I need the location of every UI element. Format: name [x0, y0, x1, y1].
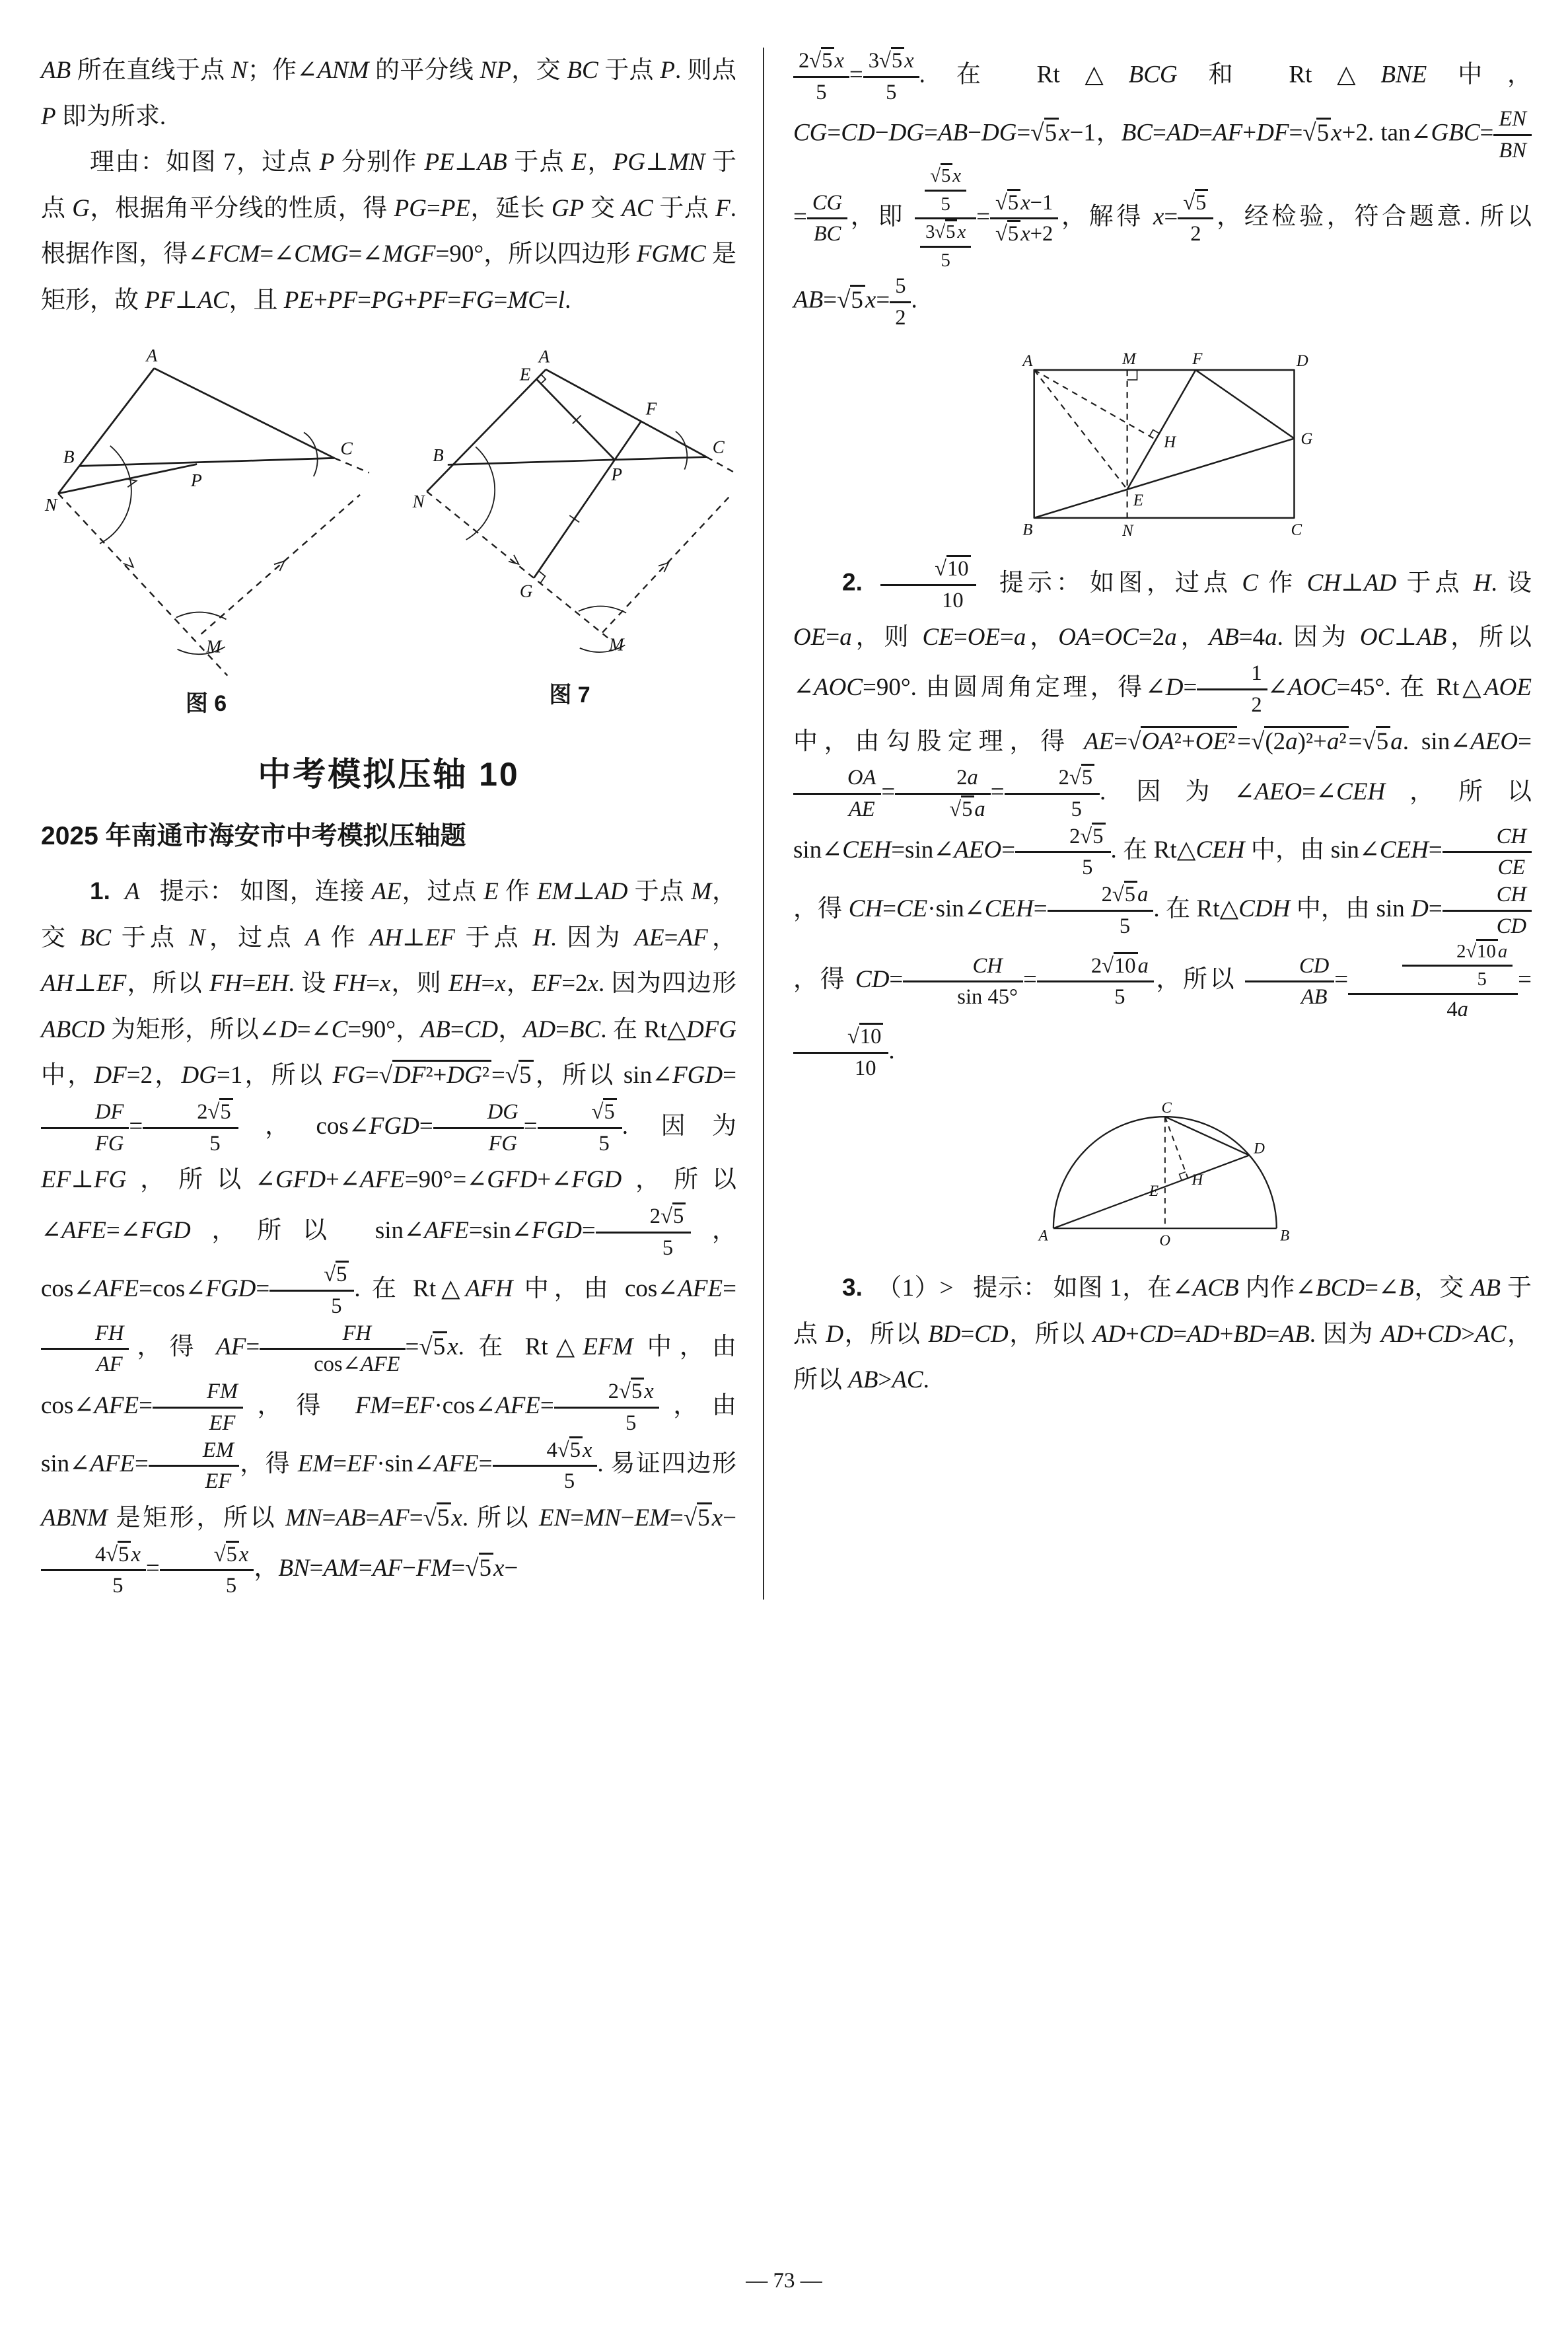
fig7-triangle-lines	[427, 370, 706, 578]
figure-semicircle	[793, 1101, 1532, 1249]
rect-label-E: E	[1133, 492, 1143, 510]
figure-rectangle-drawing	[1009, 351, 1316, 540]
fig6-label-B: B	[63, 447, 75, 468]
fig7-compass-arcs	[466, 431, 688, 652]
figures-6-and-7	[41, 347, 736, 718]
problem-2-text: 如图，过点 C 作 CH⊥AD 于点 H. 设 OE=a，则 CE=OE=a，OA=OC=2a，AB=4a. 因为 OC⊥AB，所以∠AOC=90°. 由圆周角定理，得∠D= $\frac{1}{2}$ ∠AOC=45°. 在 Rt△AOE 中，由勾股定理，得 AE=√OA²+OE²=√(2a)²+a²=√5a. sin∠AEO= $\frac{OA}{AE}$ = $\frac{2a}{√5a}$ = $\frac{2√5}{5}$ . 因为∠AEO=∠CEH，所以 sin∠CEH=sin∠AEO= $\frac{2√5}{5}$ . 在 Rt△CEH 中，由 sin∠CEH= $\frac{CH}{CE}$ ，得 CH=CE·sin∠CEH= $\frac{2√5a}{5}$ . 在 Rt△CDH 中，由 sin D= $\frac{CH}{CD}$ ，得 CD= $\frac{CH}{\sin 45^\circ}$ = $\frac{2√10a}{5}$ ，所以 $\frac{CD}{AB}$ = $\frac{\frac{2√10 a}{5}}{4a}$ = $\frac{√10}{10}$ .	[793, 570, 1532, 1080]
fig7-tick-marks	[509, 416, 671, 572]
figure-6	[41, 347, 371, 718]
figure-6-drawing	[41, 347, 371, 680]
fig7-label-B: B	[433, 445, 444, 466]
rect-label-D: D	[1296, 352, 1308, 371]
problem-2-number: 2.	[842, 569, 863, 597]
figure-7	[403, 347, 736, 718]
fig7-label-N: N	[412, 492, 425, 512]
fig7-label-P: P	[611, 464, 623, 485]
rect-label-A: A	[1022, 352, 1032, 371]
fig7-label-F: F	[645, 398, 657, 419]
fig7-label-M: M	[608, 634, 624, 655]
fig7-construction-dashes	[427, 457, 733, 640]
problem-3	[793, 1265, 1532, 1403]
problem-1-text: 如图，连接 AE，过点 E 作 EM⊥AD 于点 M，交 BC 于点 N，过点 A 作 AH⊥EF 于点 H. 因为 AE=AF，AH⊥EF，所以 FH=EH. 设 FH=x，则 EH=x，EF=2x. 因为四边形 ABCD 为矩形，所以∠D=∠C=90°，AB=CD，AD=BC. 在 Rt△DFG 中，DF=2，DG=1，所以 FG=√DF²+DG²=√5，所以 sin∠FGD= $\frac{DF}{FG}$ = $\frac{2√5}{5}$ ，cos∠FGD= $\frac{DG}{FG}$ = $\frac{√5}{5}$ . 因为 EF⊥FG，所以∠GFD+∠AFE=90°=∠GFD+∠FGD，所以∠AFE=∠FGD，所以 sin∠AFE=sin∠FGD= $\frac{2√5}{5}$ ，cos∠AFE=cos∠FGD= $\frac{√5}{5}$ . 在 Rt△AFH 中，由 cos∠AFE= $\frac{FH}{AF}$ ，得 AF= $\frac{FH}{\text{cos∠AFE}}$ =√5x. 在 Rt△EFM 中，由 cos∠AFE= $\frac{FM}{EF}$ ，得 FM=EF·cos∠AFE= $\frac{2√5x}{5}$ ，由 sin∠AFE= $\frac{EM}{EF}$ ，得 EM=EF·sin∠AFE= $\frac{4√5x}{5}$ . 易证四边形 ABNM 是矩形，所以 MN=AB=AF=√5x. 所以 EN=MN−EM=√5x− $\frac{4√5x}{5}$ = $\frac{√5x}{5}$ ，BN=AM=AF−FM=√5x−	[41, 878, 737, 1598]
problem-1-continued: $\frac{2√5x}{5}$ = $\frac{3√5x}{5}$ . 在 Rt△BCG 和 Rt△BNE 中，CG=CD−DG=AB−DG=√5x−1，BC=AD=AF+DF=√5x+2. tan∠GBC= $\frac{EN}{BN}$ = $\frac{CG}{BC}$ ，即 $\frac{\frac{√5 x}{5}}{\frac{3√5 x}{5}}$ = $\frac{√5x-1}{√5x+2}$ ，解得 x= $\frac{√5}{2}$ ，经检验，符合题意. 所以 AB=√5x= $\frac{5}{2}$ .	[793, 48, 1532, 331]
rect-label-M: M	[1122, 351, 1136, 369]
problem-2-answer: $\frac{√10}{10}$	[880, 570, 976, 597]
problem-3-text: 如图 1，在∠ACB 内作∠BCD=∠B，交 AB 于点 D，所以 BD=CD，所以 AD+CD=AD+BD=AB. 因为 AD+CD>AC，所以 AB>AC.	[793, 1274, 1532, 1394]
fig6-label-M: M	[206, 636, 222, 657]
rect-label-C: C	[1290, 521, 1302, 540]
rect-label-N: N	[1122, 522, 1133, 540]
rect-label-H: H	[1163, 433, 1176, 452]
left-column	[41, 48, 763, 1600]
rect-label-G: G	[1300, 430, 1312, 449]
figure-semicircle-drawing	[1020, 1101, 1304, 1249]
semi-label-E: E	[1149, 1182, 1159, 1200]
fig7-label-G: G	[519, 581, 533, 601]
two-column-layout	[41, 48, 1532, 1600]
semi-label-C: C	[1161, 1101, 1172, 1117]
right-column	[763, 48, 1532, 1600]
problem-3-number: 3.	[842, 1274, 863, 1302]
figure-6-caption: 图 6	[185, 691, 227, 717]
fig6-compass-arcs	[100, 433, 318, 655]
section-title: 中考模拟压轴 10	[258, 756, 520, 793]
rect-label-F: F	[1192, 351, 1202, 369]
fig6-label-P: P	[190, 470, 202, 492]
problem-2	[793, 556, 1532, 1082]
figure-rectangle	[793, 351, 1532, 540]
figure-7-caption: 图 7	[549, 683, 590, 708]
fig7-right-angle-marks	[539, 375, 546, 583]
problem-3-hint-label: 提示：	[973, 1274, 1048, 1302]
problem-1	[41, 868, 736, 1600]
semi-label-A: A	[1038, 1226, 1048, 1244]
rect-label-B: B	[1022, 521, 1032, 540]
problem-1-answer: A	[124, 878, 140, 906]
continuation-paragraph: AB 所在直线于点 N；作∠ANM 的平分线 NP，交 BC 于点 P. 则点 P 即为所求.	[41, 57, 737, 130]
reason-paragraph: 理由：如图 7，过点 P 分别作 PE⊥AB 于点 E，PG⊥MN 于点 G，根据角平分线的性质，得 PG=PE，延长 GP 交 AC 于点 F. 根据作图，得∠FCM=∠CMG=∠MGF=90°，所以四边形 FGMC 是矩形，故 PF⊥AC，且 PE+PF=PG+PF=FG=MC=l.	[41, 149, 737, 314]
problem-1-number: 1.	[90, 877, 110, 905]
semi-label-O: O	[1159, 1232, 1171, 1249]
fig6-label-C: C	[340, 439, 353, 460]
problem-2-hint-label: 提示：	[999, 570, 1085, 597]
fig7-label-A: A	[538, 347, 550, 367]
problem-1-hint-label: 提示：	[159, 878, 235, 906]
page-number: — 73 —	[746, 2269, 822, 2293]
fig7-label-C: C	[712, 437, 725, 457]
semi-label-B: B	[1280, 1226, 1290, 1244]
problem-3-answer: （1）>	[876, 1274, 954, 1302]
fig6-label-N: N	[44, 495, 57, 516]
semi-label-H: H	[1192, 1171, 1203, 1189]
fig6-tick-marks	[124, 477, 287, 571]
subsection-title: 2025 年南通市海安市中考模拟压轴题	[41, 822, 466, 851]
fig6-label-A: A	[146, 347, 158, 367]
fig7-label-E: E	[519, 364, 531, 385]
figure-7-drawing	[403, 347, 736, 671]
semi-label-D: D	[1254, 1139, 1265, 1157]
